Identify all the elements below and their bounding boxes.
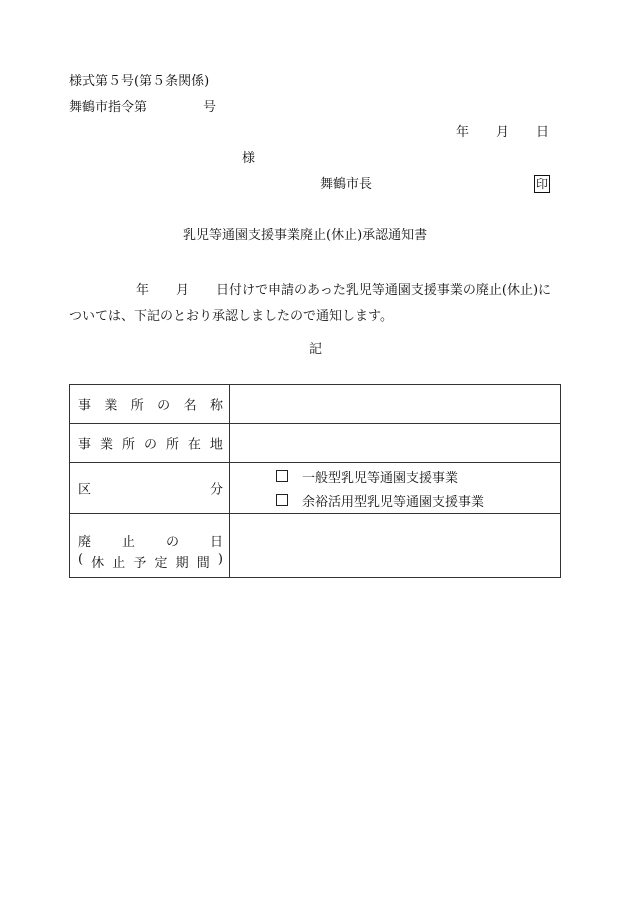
table-row: [70, 463, 561, 514]
closure-date-value[interactable]: [230, 514, 561, 578]
document-title: 乳児等通園支援事業廃止(休止)承認通知書: [183, 228, 428, 243]
label-char: 所: [121, 437, 135, 453]
facility-address-value[interactable]: [230, 424, 561, 463]
label-char: 所: [165, 437, 179, 453]
table-row: [70, 424, 561, 463]
label-char: 止: [112, 556, 126, 571]
body-month-label: 月: [176, 283, 190, 298]
label-char: 間: [196, 556, 210, 571]
label-char: 在: [187, 437, 201, 453]
category-option-general[interactable]: [276, 464, 560, 488]
table-row: [70, 385, 561, 424]
facility-name-value[interactable]: [230, 385, 561, 424]
label-char: 地: [209, 437, 223, 453]
ki-heading: 記: [309, 342, 323, 357]
checkbox[interactable]: [276, 494, 288, 506]
seal-mark: 印: [535, 177, 548, 191]
option-label: 一般型乳児等通園支援事業: [302, 470, 459, 486]
details-table: [69, 384, 561, 578]
label-char: 予: [133, 556, 147, 571]
category-options: [230, 463, 561, 514]
facility-name-label: [70, 385, 230, 424]
category-label: [70, 463, 230, 514]
body-year-label: 年: [136, 283, 150, 298]
label-char: 期: [175, 556, 189, 571]
order-number-prefix: 舞鶴市指令第: [69, 100, 148, 115]
label-char: ): [217, 552, 223, 567]
label-char: 日: [209, 535, 223, 550]
label-char: 休: [91, 556, 105, 571]
label-char: の: [157, 398, 171, 414]
label-char: (: [78, 552, 84, 567]
option-label: 余裕活用型乳児等通園支援事業: [302, 494, 485, 510]
table-row: [70, 514, 561, 578]
label-char: 定: [154, 556, 168, 571]
checkbox[interactable]: [276, 470, 288, 482]
label-char: 廃: [78, 535, 92, 550]
date-year-label: 年: [456, 125, 470, 140]
closure-date-label: [70, 514, 230, 578]
category-option-surplus[interactable]: [276, 488, 560, 512]
body-line1: 日付けで申請のあった乳児等通園支援事業の廃止(休止)に: [216, 283, 552, 298]
label-char: の: [143, 437, 157, 453]
label-char: 止: [121, 535, 135, 550]
body-line2: ついては、下記のとおり承認しましたので通知します。: [69, 309, 393, 324]
label-char: 業: [99, 437, 113, 453]
label-char: 区: [78, 482, 92, 498]
label-char: 名: [183, 398, 197, 414]
facility-address-label: [70, 424, 230, 463]
addressee-honorific: 様: [242, 151, 256, 166]
label-char: 称: [209, 398, 223, 414]
issuer-name: 舞鶴市長: [320, 177, 373, 192]
label-char: 事: [78, 398, 92, 414]
order-number-suffix: 号: [203, 100, 217, 115]
label-char: 業: [104, 398, 118, 414]
date-month-label: 月: [496, 125, 510, 140]
label-char: 分: [209, 482, 223, 498]
label-char: 事: [78, 437, 92, 453]
label-char: の: [165, 535, 179, 550]
form-number: 様式第５号(第５条関係): [69, 74, 210, 89]
label-char: 所: [130, 398, 144, 414]
date-day-label: 日: [536, 125, 550, 140]
